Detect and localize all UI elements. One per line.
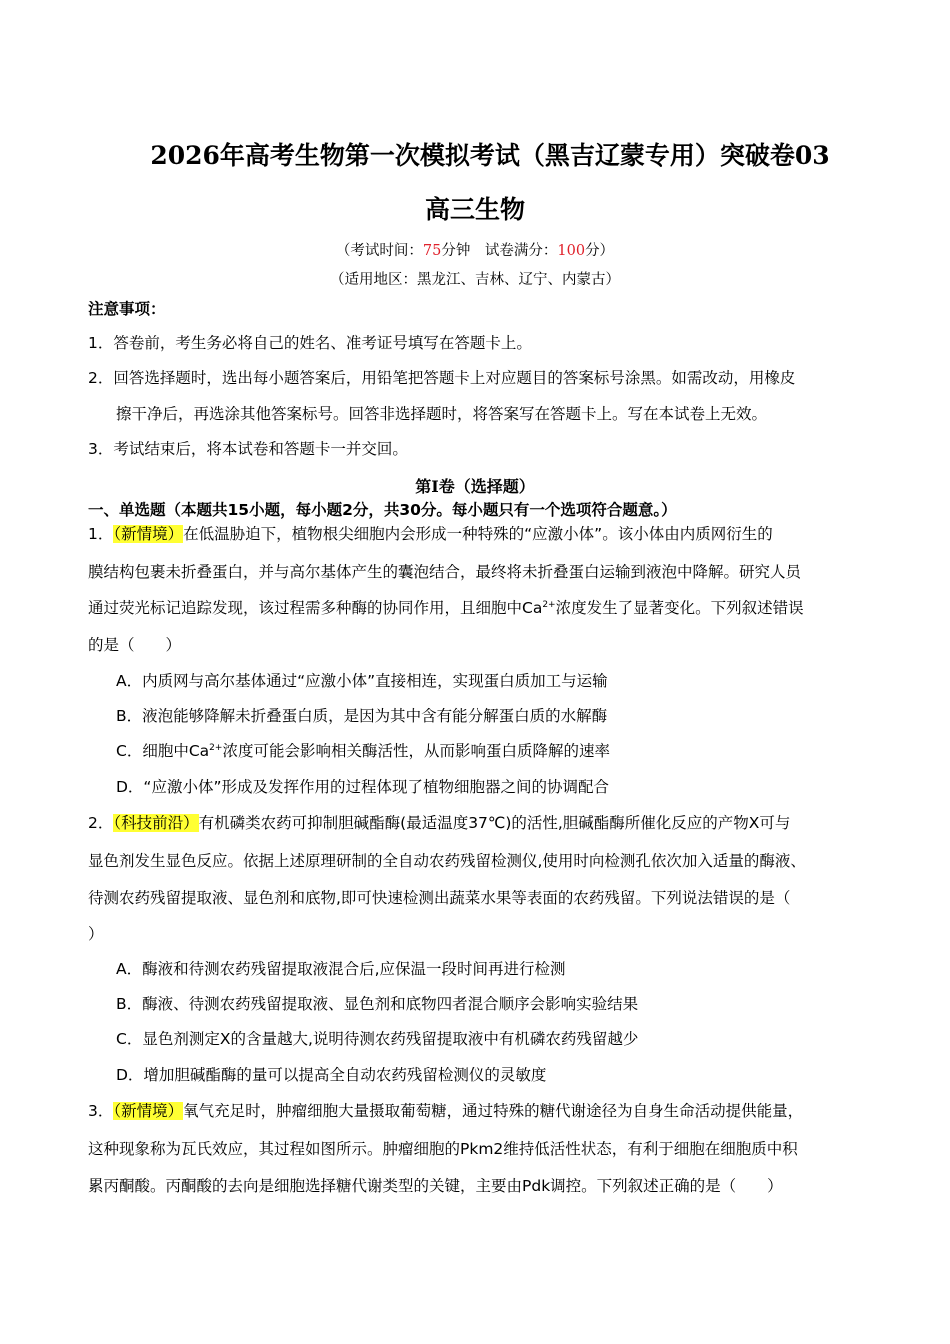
score-value: 100 [557,243,586,259]
q2-option-c: C．显色剂测定X的含量越大,说明待测农药残留提取液中有机磷农药残留越少 [116,1030,639,1048]
time-value: 75 [422,243,442,259]
notice-item-3: 3．考试结束后，将本试卷和答题卡一并交回。 [88,440,408,458]
section-title: 第Ⅰ卷（选择题） [415,477,535,496]
q2-option-b: B．酶液、待测农药残留提取液、显色剂和底物四者混合顺序会影响实验结果 [116,995,639,1013]
exam-title: 2026年高考生物第一次模拟考试（黑吉辽蒙专用）突破卷03 [150,141,830,170]
q1-line3: 通过荧光标记追踪发现，该过程需多种酶的协同作用，且细胞中$Ca^{2+}$浓度发生了显著变化。下列叙述错误 [88,599,804,617]
q3-tag: （新情境） [113,1102,184,1120]
q3-number: 3． [88,1102,114,1120]
q1-option-b: B．液泡能够降解未折叠蛋白质，是因为其中含有能分解蛋白质的水解酶 [116,707,608,725]
q1-line1: 1．（新情境）在低温胁迫下，植物根尖细胞内会形成一种特殊的“应激小体”。该小体由内质网衍生的 [88,525,773,543]
q1-option-c: C．细胞中$Ca^{2+}$浓度可能会影响相关酶活性，从而影响蛋白质降解的速率 [116,742,610,760]
q1-number: 1． [88,525,114,543]
notice-item-2-line1: 2．回答选择题时，选出每小题答案后，用铅笔把答题卡上对应题目的答案标号涂黑。如需改动，用橡皮 [88,369,796,387]
q2-line2: 显色剂发生显色反应。依据上述原理研制的全自动农药残留检测仪,使用时向检测孔依次加入适量的酶液、 [88,852,806,870]
q1-line2: 膜结构包裹未折叠蛋白，并与高尔基体产生的囊泡结合，最终将未折叠蛋白运输到液泡中降解。研究人员 [88,563,802,581]
q2-option-d: D．增加胆碱酯酶的量可以提高全自动农药残留检测仪的灵敏度 [116,1066,547,1084]
notice-item-1: 1．答卷前，考生务必将自己的姓名、准考证号填写在答题卡上。 [88,334,532,352]
q1-tag: （新情境） [113,525,184,543]
notice-item-2-line2: 擦干净后，再选涂其他答案标号。回答非选择题时，将答案写在答题卡上。写在本试卷上无效。 [116,405,768,423]
q3-line2: 这种现象称为瓦氏效应，其过程如图所示。肿瘤细胞的Pkm2维持低活性状态，有利于细胞在细胞质中积 [88,1140,798,1158]
exam-time-info: （考试时间：75分钟 试卷满分：100分） [335,243,615,259]
q1-option-d: D．“应激小体”形成及发挥作用的过程体现了植物细胞器之间的协调配合 [116,778,609,796]
q2-number: 2． [88,814,114,832]
notice-heading: 注意事项： [88,300,166,318]
part1-heading: 一、单选题（本题共15小题，每小题2分，共30分。每小题只有一个选项符合题意。） [88,501,677,519]
q3-line3: 累丙酮酸。丙酮酸的去向是细胞选择糖代谢类型的关键，主要由Pdk调控。下列叙述正确的是（ ） [88,1177,783,1195]
q2-option-a: A．酶液和待测农药残留提取液混合后,应保温一段时间再进行检测 [116,960,566,978]
q1-option-a: A．内质网与高尔基体通过“应激小体”直接相连，实现蛋白质加工与运输 [116,672,608,690]
q1-line4: 的是（ ） [88,636,182,654]
q2-line1: 2．（科技前沿）有机磷类农药可抑制胆碱酯酶(最适温度37℃)的活性,胆碱酯酶所催化反应的产物X可与 [88,814,791,832]
exam-subtitle: 高三生物 [424,195,525,224]
q2-line3: 待测农药残留提取液、显色剂和底物,即可快速检测出蔬菜水果等表面的农药残留。下列说法错误的是（ [88,889,791,907]
exam-region: （适用地区：黑龙江、吉林、辽宁、内蒙古） [330,272,620,288]
q2-line4: ） [88,925,104,943]
q2-tag: （科技前沿） [113,814,199,832]
q3-line1: 3．（新情境）氧气充足时，肿瘤细胞大量摄取葡萄糖，通过特殊的糖代谢途径为自身生命活动提供能量， [88,1102,804,1120]
